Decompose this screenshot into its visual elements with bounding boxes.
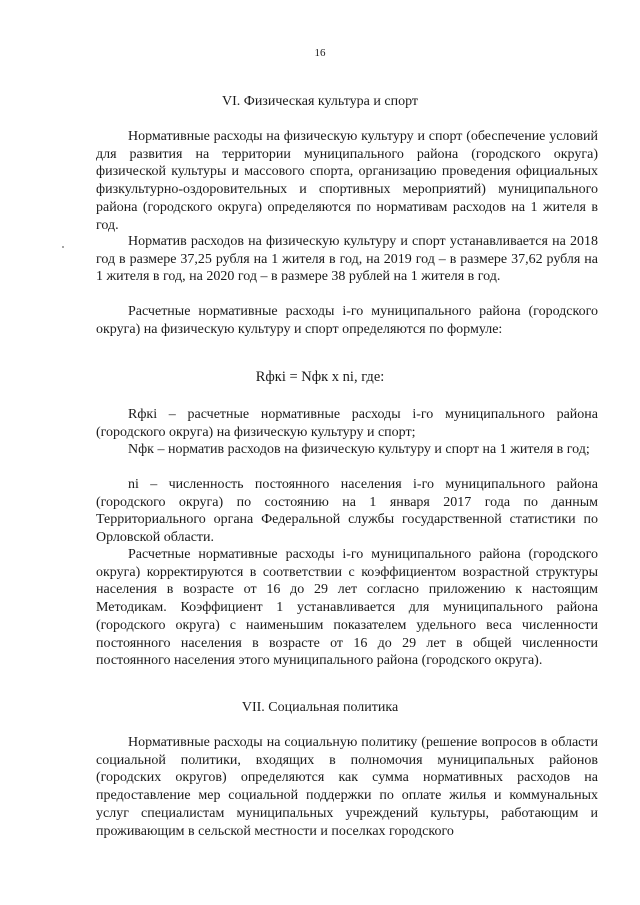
definition-nfk: Nфк – норматив расходов на физическую культуру и спорт на 1 жителя в год; (128, 442, 590, 457)
section-7-heading: VII. Социальная политика (241, 700, 399, 715)
page-number: 16 (314, 47, 326, 59)
section-6-paragraph-4: Расчетные нормативные расходы i-го муниципального района (городского округа) корректируются в соответствии с коэффициентом возрастной структуры населения в возрасте от 16 до 29 лет согласно приложению к настоящим Методикам. Коэффициент 1 устанавливается для муниципального района (городского округа) с наименьшим показателем удельного веса численности постоянного населения в возрасте от 16 до 29 лет в общей численности постоянного населения этого муниципального района (городского округа). (96, 547, 598, 669)
definition-ni: ni – численность постоянного населения i-го муниципального района (городского округа) по состоянию на 1 января 2017 года по данным Территориального органа Федеральной службы государственной статистики по Орловской области. (96, 477, 598, 546)
section-6-paragraph-3: Расчетные нормативные расходы i-го муниципального района (городского округа) на физическую культуру и спорт определяются по формуле: (96, 304, 598, 337)
section-7-paragraph-1: Нормативные расходы на социальную политику (решение вопросов в области социальной политики, входящих в полномочия муниципальных районов (городских округов) определяются как сумма нормативных расходов на предоставление мер социальной поддержки по оплате жилья и коммунальных услуг специалистам муниципальных учреждений культуры, работающим и проживающим в сельской местности и поселках городского (96, 735, 598, 839)
scan-speck (62, 246, 64, 248)
section-6-heading: VI. Физическая культура и спорт (221, 94, 418, 109)
formula: Rфкi = Nфк x ni, где: (255, 369, 385, 385)
definition-rfki: Rфкi – расчетные нормативные расходы i-го муниципального района (городского округа) на физическую культуру и спорт; (96, 407, 598, 440)
section-6-paragraph-2: Норматив расходов на физическую культуру и спорт устанавливается на 2018 год в размере 37,25 рубля на 1 жителя в год, на 2019 год – в размере 37,62 рубля на 1 жителя в год, на 2020 год – в размере 38 рублей на 1 жителя в год. (96, 234, 598, 285)
section-6-paragraph-1: Нормативные расходы на физическую культуру и спорт (обеспечение условий для развития на территории муниципального района (городского округа) физической культуры и массового спорта, организацию проведения официальных физкультурно-оздоровительных и спортивных мероприятий) муниципального района (городского округа) определяются по нормативам расходов на 1 жителя в год. (96, 129, 598, 233)
